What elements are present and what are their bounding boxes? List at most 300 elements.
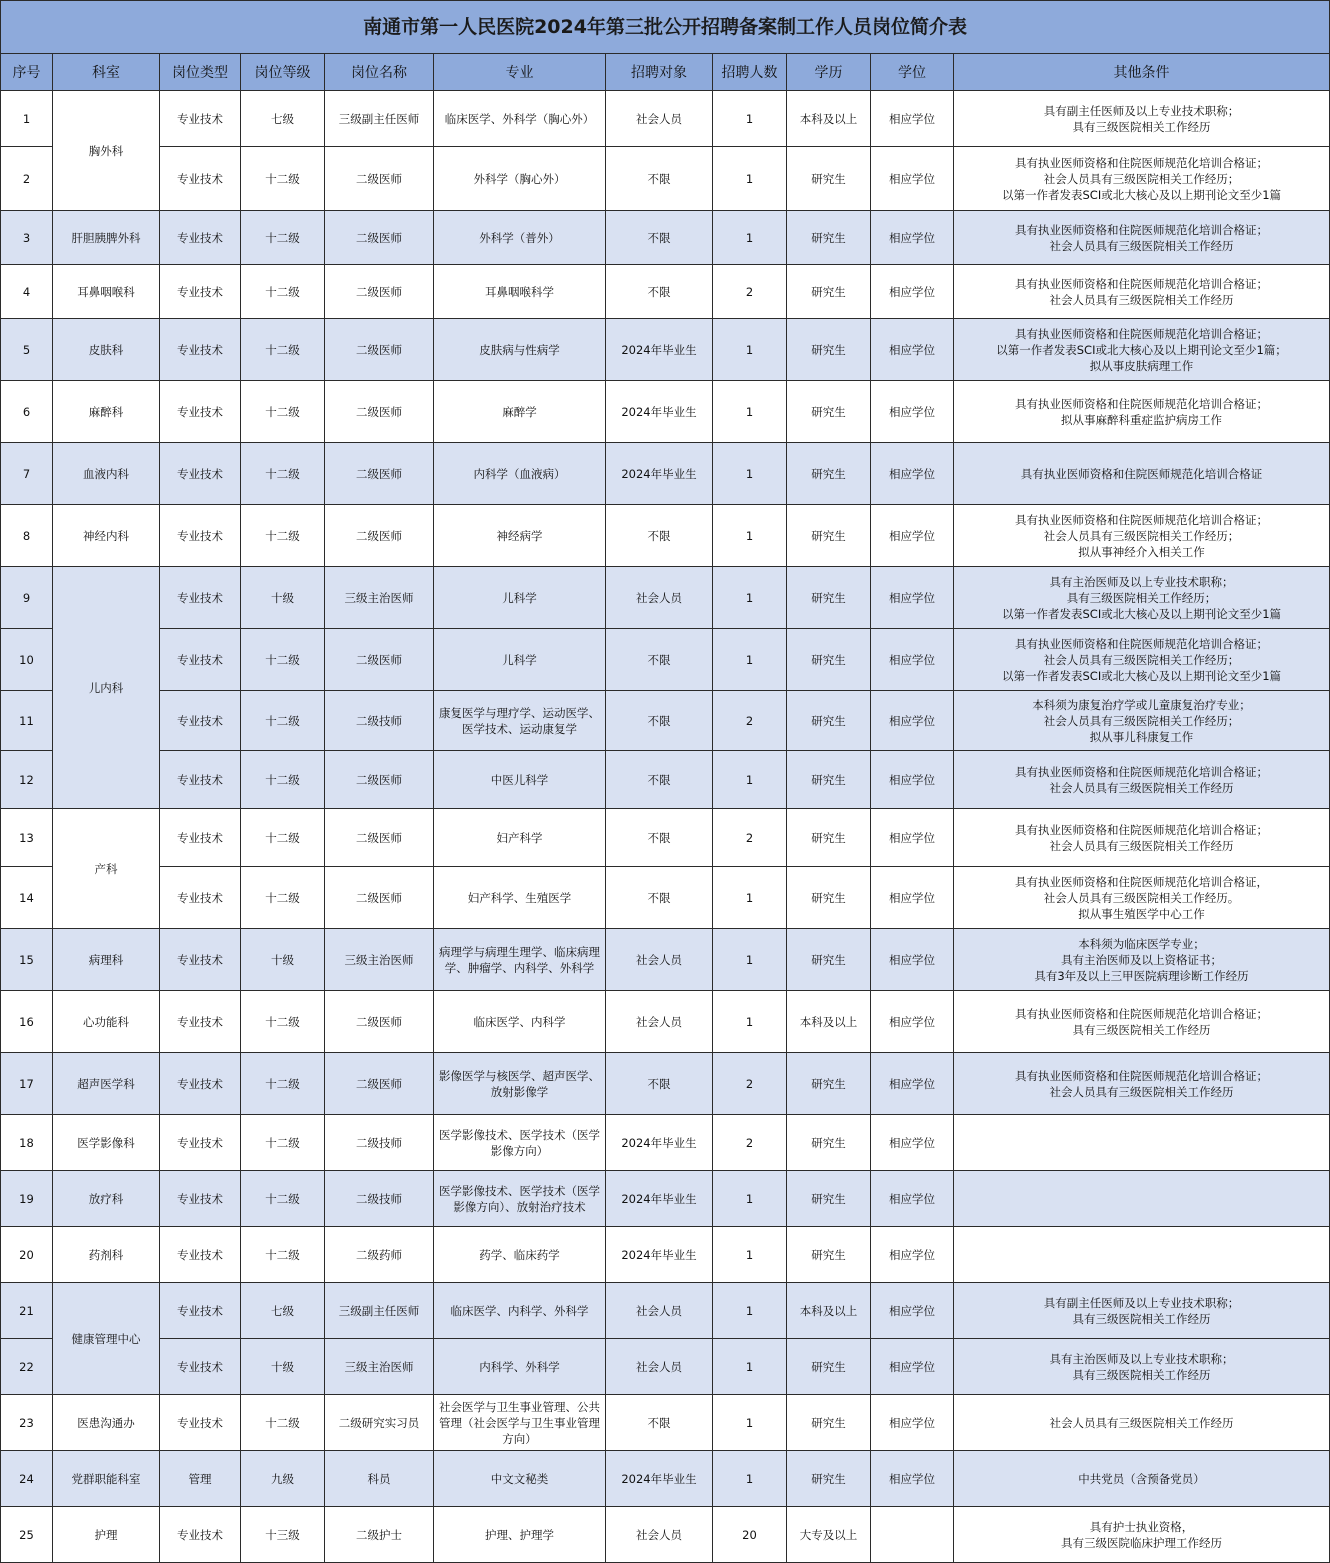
cell-dept: 心功能科 <box>53 991 160 1053</box>
cell-education: 研究生 <box>787 1227 871 1283</box>
cell-no: 16 <box>1 991 53 1053</box>
condition-line: 以第一作者发表SCI或北大核心及以上期刊论文至少1篇； <box>996 342 1287 357</box>
cell-no: 7 <box>1 443 53 505</box>
cell-post-name: 三级主治医师 <box>325 1339 434 1395</box>
cell-no: 22 <box>1 1339 53 1395</box>
cell-post-name: 二级医师 <box>325 211 434 265</box>
cell-post-name: 二级医师 <box>325 867 434 929</box>
cell-education: 研究生 <box>787 809 871 867</box>
condition-line: 以第一作者发表SCI或北大核心及以上期刊论文至少1篇 <box>1002 606 1282 621</box>
cell-post-grade: 十二级 <box>241 211 325 265</box>
cell-post-type: 专业技术 <box>160 319 241 381</box>
cell-post-grade: 十二级 <box>241 443 325 505</box>
cell-education: 研究生 <box>787 751 871 809</box>
cell-other-conditions <box>954 505 1330 567</box>
cell-degree: 相应学位 <box>871 867 954 929</box>
cell-dept: 产科 <box>53 809 160 929</box>
cell-dept: 肝胆胰脾外科 <box>53 211 160 265</box>
cell-count: 1 <box>713 1451 787 1507</box>
cell-education: 本科及以上 <box>787 1283 871 1339</box>
cell-post-type: 专业技术 <box>160 1115 241 1171</box>
condition-line: 具有执业医师资格和住院医师规范化培训合格证； <box>1015 1006 1269 1021</box>
cell-target: 不限 <box>606 211 713 265</box>
cell-target: 2024年毕业生 <box>606 1451 713 1507</box>
cell-count: 1 <box>713 319 787 381</box>
condition-line: 社会人员具有三级医院相关工作经历； <box>1043 652 1240 667</box>
cell-other-conditions <box>954 1171 1330 1227</box>
cell-major: 妇产科学 <box>434 809 606 867</box>
cell-count: 1 <box>713 991 787 1053</box>
cell-post-type: 专业技术 <box>160 443 241 505</box>
cell-dept: 血液内科 <box>53 443 160 505</box>
cell-no: 3 <box>1 211 53 265</box>
cell-degree: 相应学位 <box>871 381 954 443</box>
cell-other-conditions <box>954 147 1330 211</box>
table-row <box>1 211 1330 265</box>
cell-count: 1 <box>713 147 787 211</box>
table-title: 南通市第一人民医院2024年第三批公开招聘备案制工作人员岗位简介表 <box>1 1 1330 54</box>
condition-line: 社会人员具有三级医院相关工作经历； <box>1043 171 1240 186</box>
condition-line: 具有三级医院相关工作经历 <box>1072 1311 1211 1326</box>
cell-target: 2024年毕业生 <box>606 443 713 505</box>
cell-target: 不限 <box>606 691 713 751</box>
cell-major: 临床医学、内科学、外科学 <box>434 1283 606 1339</box>
cell-no: 9 <box>1 567 53 629</box>
table-row <box>1 265 1330 319</box>
cell-dept: 病理科 <box>53 929 160 991</box>
cell-major: 中医儿科学 <box>434 751 606 809</box>
cell-other-conditions <box>954 991 1330 1053</box>
cell-post-grade: 十二级 <box>241 1227 325 1283</box>
table-row <box>1 505 1330 567</box>
cell-post-type: 专业技术 <box>160 1227 241 1283</box>
cell-major: 麻醉学 <box>434 381 606 443</box>
cell-count: 1 <box>713 443 787 505</box>
condition-line: 社会人员具有三级医院相关工作经历 <box>1049 838 1234 853</box>
cell-education: 本科及以上 <box>787 991 871 1053</box>
cell-dept: 党群职能科室 <box>53 1451 160 1507</box>
cell-education: 研究生 <box>787 1395 871 1451</box>
cell-target: 社会人员 <box>606 91 713 147</box>
condition-line: 社会人员具有三级医院相关工作经历 <box>1049 1415 1234 1430</box>
cell-education: 研究生 <box>787 867 871 929</box>
cell-post-grade: 十二级 <box>241 1395 325 1451</box>
cell-post-grade: 十二级 <box>241 691 325 751</box>
cell-post-type: 专业技术 <box>160 867 241 929</box>
cell-major: 皮肤病与性病学 <box>434 319 606 381</box>
condition-line: 本科须为康复治疗学或儿童康复治疗专业； <box>1032 697 1251 712</box>
cell-degree: 相应学位 <box>871 443 954 505</box>
cell-major: 耳鼻咽喉科学 <box>434 265 606 319</box>
cell-no: 6 <box>1 381 53 443</box>
cell-post-type: 管理 <box>160 1451 241 1507</box>
cell-target: 不限 <box>606 505 713 567</box>
cell-post-type: 专业技术 <box>160 265 241 319</box>
cell-no: 19 <box>1 1171 53 1227</box>
cell-education: 研究生 <box>787 629 871 691</box>
table-row <box>1 809 1330 867</box>
cell-target: 不限 <box>606 1395 713 1451</box>
condition-line: 具有执业医师资格和住院医师规范化培训合格证， <box>1015 874 1269 889</box>
cell-no: 14 <box>1 867 53 929</box>
cell-post-name: 二级医师 <box>325 751 434 809</box>
cell-education: 研究生 <box>787 505 871 567</box>
header-no: 序号 <box>1 54 53 91</box>
cell-other-conditions <box>954 265 1330 319</box>
cell-post-grade: 十二级 <box>241 505 325 567</box>
cell-count: 1 <box>713 1227 787 1283</box>
table-row <box>1 319 1330 381</box>
cell-post-name: 三级副主任医师 <box>325 1283 434 1339</box>
cell-post-type: 专业技术 <box>160 991 241 1053</box>
cell-post-type: 专业技术 <box>160 691 241 751</box>
header-degree: 学位 <box>871 54 954 91</box>
table-row <box>1 1283 1330 1339</box>
cell-other-conditions <box>954 691 1330 751</box>
table-row <box>1 1053 1330 1115</box>
cell-no: 21 <box>1 1283 53 1339</box>
cell-post-type: 专业技术 <box>160 567 241 629</box>
table-row <box>1 1115 1330 1171</box>
cell-degree: 相应学位 <box>871 211 954 265</box>
condition-line: 具有主治医师及以上专业技术职称； <box>1049 574 1234 589</box>
cell-dept: 耳鼻咽喉科 <box>53 265 160 319</box>
cell-post-grade: 十二级 <box>241 319 325 381</box>
cell-post-grade: 十二级 <box>241 265 325 319</box>
cell-target: 社会人员 <box>606 929 713 991</box>
cell-target: 不限 <box>606 751 713 809</box>
cell-other-conditions <box>954 1507 1330 1563</box>
table-body <box>1 91 1330 1563</box>
cell-dept: 儿内科 <box>53 567 160 809</box>
cell-other-conditions <box>954 211 1330 265</box>
cell-other-conditions <box>954 319 1330 381</box>
condition-line: 拟从事皮肤病理工作 <box>1089 358 1194 373</box>
table-row <box>1 1507 1330 1563</box>
cell-education: 研究生 <box>787 567 871 629</box>
condition-line: 具有执业医师资格和住院医师规范化培训合格证； <box>1015 155 1269 170</box>
cell-degree: 相应学位 <box>871 147 954 211</box>
cell-no: 13 <box>1 809 53 867</box>
cell-post-type: 专业技术 <box>160 147 241 211</box>
condition-line: 具有执业医师资格和住院医师规范化培训合格证； <box>1015 396 1269 411</box>
cell-post-type: 专业技术 <box>160 929 241 991</box>
table-row <box>1 691 1330 751</box>
condition-line: 社会人员具有三级医院相关工作经历； <box>1043 713 1240 728</box>
cell-degree: 相应学位 <box>871 1227 954 1283</box>
cell-post-grade: 十二级 <box>241 867 325 929</box>
condition-line: 具有三级医院相关工作经历 <box>1072 1022 1211 1037</box>
cell-degree: 相应学位 <box>871 1171 954 1227</box>
cell-other-conditions <box>954 809 1330 867</box>
cell-count: 2 <box>713 809 787 867</box>
cell-post-grade: 七级 <box>241 1283 325 1339</box>
cell-count: 1 <box>713 751 787 809</box>
cell-dept: 皮肤科 <box>53 319 160 381</box>
cell-major: 神经病学 <box>434 505 606 567</box>
cell-no: 8 <box>1 505 53 567</box>
cell-no: 23 <box>1 1395 53 1451</box>
condition-line: 社会人员具有三级医院相关工作经历 <box>1049 780 1234 795</box>
header-other: 其他条件 <box>954 54 1330 91</box>
cell-no: 25 <box>1 1507 53 1563</box>
condition-line: 具有执业医师资格和住院医师规范化培训合格证； <box>1015 222 1269 237</box>
condition-line: 社会人员具有三级医院相关工作经历。 <box>1043 890 1240 905</box>
cell-count: 1 <box>713 505 787 567</box>
cell-education: 研究生 <box>787 211 871 265</box>
cell-major: 临床医学、外科学（胸心外） <box>434 91 606 147</box>
cell-education: 研究生 <box>787 1115 871 1171</box>
condition-line: 拟从事麻醉科重症监护病房工作 <box>1061 412 1223 427</box>
cell-post-name: 二级技师 <box>325 691 434 751</box>
cell-post-grade: 七级 <box>241 91 325 147</box>
cell-no: 17 <box>1 1053 53 1115</box>
cell-major: 医学影像技术、医学技术（医学影像方向）、放射治疗技术 <box>434 1171 606 1227</box>
cell-post-grade: 十二级 <box>241 809 325 867</box>
cell-other-conditions <box>954 867 1330 929</box>
cell-post-grade: 十二级 <box>241 991 325 1053</box>
table-row <box>1 381 1330 443</box>
header-count: 招聘人数 <box>713 54 787 91</box>
cell-major: 儿科学 <box>434 629 606 691</box>
condition-line: 社会人员具有三级医院相关工作经历 <box>1049 292 1234 307</box>
cell-count: 20 <box>713 1507 787 1563</box>
cell-post-grade: 十三级 <box>241 1507 325 1563</box>
cell-no: 18 <box>1 1115 53 1171</box>
condition-line: 社会人员具有三级医院相关工作经历 <box>1049 238 1234 253</box>
cell-degree: 相应学位 <box>871 319 954 381</box>
cell-post-type: 专业技术 <box>160 751 241 809</box>
cell-target: 社会人员 <box>606 1283 713 1339</box>
condition-line: 具有主治医师及以上专业技术职称； <box>1049 1351 1234 1366</box>
cell-post-grade: 十二级 <box>241 1171 325 1227</box>
header-row <box>1 54 1330 91</box>
cell-post-grade: 十二级 <box>241 1115 325 1171</box>
condition-line: 中共党员（含预备党员） <box>1078 1471 1205 1486</box>
cell-count: 1 <box>713 867 787 929</box>
header-target: 招聘对象 <box>606 54 713 91</box>
cell-target: 不限 <box>606 809 713 867</box>
condition-line: 具有执业医师资格和住院医师规范化培训合格证； <box>1015 636 1269 651</box>
cell-degree: 相应学位 <box>871 991 954 1053</box>
cell-dept: 超声医学科 <box>53 1053 160 1115</box>
cell-target: 2024年毕业生 <box>606 1171 713 1227</box>
cell-degree: 相应学位 <box>871 505 954 567</box>
cell-major: 医学影像技术、医学技术（医学影像方向） <box>434 1115 606 1171</box>
cell-education: 研究生 <box>787 929 871 991</box>
cell-post-name: 三级副主任医师 <box>325 91 434 147</box>
cell-post-name: 二级医师 <box>325 443 434 505</box>
header-type: 岗位类型 <box>160 54 241 91</box>
cell-count: 1 <box>713 629 787 691</box>
cell-post-name: 科员 <box>325 1451 434 1507</box>
cell-post-grade: 十二级 <box>241 381 325 443</box>
cell-degree: 相应学位 <box>871 629 954 691</box>
cell-post-type: 专业技术 <box>160 1283 241 1339</box>
condition-line: 具有副主任医师及以上专业技术职称； <box>1043 1295 1240 1310</box>
cell-post-type: 专业技术 <box>160 629 241 691</box>
cell-target: 不限 <box>606 265 713 319</box>
cell-dept: 健康管理中心 <box>53 1283 160 1395</box>
table-row <box>1 91 1330 147</box>
cell-target: 2024年毕业生 <box>606 319 713 381</box>
cell-count: 1 <box>713 381 787 443</box>
condition-line: 具有3年及以上三甲医院病理诊断工作经历 <box>1034 968 1249 983</box>
cell-target: 社会人员 <box>606 567 713 629</box>
cell-no: 2 <box>1 147 53 211</box>
table-row <box>1 1451 1330 1507</box>
cell-major: 影像医学与核医学、超声医学、放射影像学 <box>434 1053 606 1115</box>
cell-other-conditions <box>954 381 1330 443</box>
cell-post-grade: 十级 <box>241 567 325 629</box>
cell-education: 研究生 <box>787 691 871 751</box>
cell-post-grade: 十二级 <box>241 629 325 691</box>
cell-major: 外科学（普外） <box>434 211 606 265</box>
condition-line: 社会人员具有三级医院相关工作经历； <box>1043 528 1240 543</box>
cell-post-name: 二级医师 <box>325 381 434 443</box>
cell-degree: 相应学位 <box>871 567 954 629</box>
cell-post-type: 专业技术 <box>160 505 241 567</box>
cell-dept: 神经内科 <box>53 505 160 567</box>
cell-post-name: 二级医师 <box>325 991 434 1053</box>
condition-line: 社会人员具有三级医院相关工作经历 <box>1049 1084 1234 1099</box>
cell-post-type: 专业技术 <box>160 1053 241 1115</box>
cell-education: 研究生 <box>787 1339 871 1395</box>
cell-degree: 相应学位 <box>871 1451 954 1507</box>
condition-line: 拟从事生殖医学中心工作 <box>1078 906 1205 921</box>
cell-other-conditions <box>954 751 1330 809</box>
cell-major: 妇产科学、生殖医学 <box>434 867 606 929</box>
cell-post-type: 专业技术 <box>160 381 241 443</box>
cell-count: 1 <box>713 929 787 991</box>
cell-education: 研究生 <box>787 1171 871 1227</box>
condition-line: 具有副主任医师及以上专业技术职称； <box>1043 103 1240 118</box>
cell-post-grade: 十级 <box>241 929 325 991</box>
cell-no: 5 <box>1 319 53 381</box>
cell-degree: 相应学位 <box>871 929 954 991</box>
table-row <box>1 629 1330 691</box>
cell-no: 15 <box>1 929 53 991</box>
table-row <box>1 147 1330 211</box>
cell-major: 儿科学 <box>434 567 606 629</box>
cell-post-name: 三级主治医师 <box>325 567 434 629</box>
cell-count: 2 <box>713 691 787 751</box>
cell-major: 中文文秘类 <box>434 1451 606 1507</box>
cell-post-grade: 十二级 <box>241 751 325 809</box>
cell-count: 1 <box>713 1395 787 1451</box>
cell-education: 研究生 <box>787 265 871 319</box>
cell-major: 药学、临床药学 <box>434 1227 606 1283</box>
table-row <box>1 751 1330 809</box>
cell-major: 临床医学、内科学 <box>434 991 606 1053</box>
condition-line: 具有执业医师资格和住院医师规范化培训合格证； <box>1015 512 1269 527</box>
cell-target: 社会人员 <box>606 991 713 1053</box>
cell-post-grade: 十级 <box>241 1339 325 1395</box>
cell-major: 病理学与病理生理学、临床病理学、肿瘤学、内科学、外科学 <box>434 929 606 991</box>
cell-dept: 麻醉科 <box>53 381 160 443</box>
table-row <box>1 991 1330 1053</box>
cell-post-type: 专业技术 <box>160 1339 241 1395</box>
cell-other-conditions <box>954 1283 1330 1339</box>
cell-dept: 药剂科 <box>53 1227 160 1283</box>
cell-target: 不限 <box>606 629 713 691</box>
cell-post-grade: 十二级 <box>241 1053 325 1115</box>
cell-degree: 相应学位 <box>871 1053 954 1115</box>
condition-line: 具有护士执业资格， <box>1089 1519 1194 1534</box>
cell-major: 康复医学与理疗学、运动医学、医学技术、运动康复学 <box>434 691 606 751</box>
cell-count: 2 <box>713 1053 787 1115</box>
cell-degree: 相应学位 <box>871 1283 954 1339</box>
cell-post-type: 专业技术 <box>160 1507 241 1563</box>
cell-major: 社会医学与卫生事业管理、公共管理（社会医学与卫生事业管理方向） <box>434 1395 606 1451</box>
header-post: 岗位名称 <box>325 54 434 91</box>
cell-degree <box>871 1507 954 1563</box>
cell-post-name: 二级医师 <box>325 319 434 381</box>
cell-post-type: 专业技术 <box>160 91 241 147</box>
cell-other-conditions <box>954 1115 1330 1171</box>
condition-line: 具有主治医师及以上资格证书； <box>1061 952 1223 967</box>
cell-count: 2 <box>713 265 787 319</box>
cell-other-conditions <box>954 1395 1330 1451</box>
cell-target: 社会人员 <box>606 1507 713 1563</box>
cell-post-name: 二级护士 <box>325 1507 434 1563</box>
cell-education: 研究生 <box>787 443 871 505</box>
condition-line: 具有三级医院相关工作经历； <box>1066 590 1217 605</box>
cell-no: 4 <box>1 265 53 319</box>
cell-post-name: 二级医师 <box>325 147 434 211</box>
cell-degree: 相应学位 <box>871 265 954 319</box>
cell-post-name: 二级医师 <box>325 265 434 319</box>
condition-line: 具有三级医院相关工作经历 <box>1072 1367 1211 1382</box>
cell-post-type: 专业技术 <box>160 211 241 265</box>
condition-line: 本科须为临床医学专业； <box>1078 936 1205 951</box>
cell-other-conditions <box>954 91 1330 147</box>
cell-post-type: 专业技术 <box>160 1171 241 1227</box>
cell-education: 研究生 <box>787 319 871 381</box>
cell-count: 1 <box>713 567 787 629</box>
header-major: 专业 <box>434 54 606 91</box>
cell-major: 护理、护理学 <box>434 1507 606 1563</box>
cell-post-type: 专业技术 <box>160 809 241 867</box>
condition-line: 具有三级医院临床护理工作经历 <box>1061 1535 1223 1550</box>
cell-post-type: 专业技术 <box>160 1395 241 1451</box>
cell-other-conditions <box>954 1339 1330 1395</box>
cell-degree: 相应学位 <box>871 691 954 751</box>
cell-education: 本科及以上 <box>787 91 871 147</box>
cell-education: 研究生 <box>787 1451 871 1507</box>
table-row <box>1 929 1330 991</box>
condition-line: 具有执业医师资格和住院医师规范化培训合格证 <box>1020 466 1263 481</box>
cell-major: 内科学（血液病） <box>434 443 606 505</box>
cell-education: 研究生 <box>787 381 871 443</box>
cell-target: 不限 <box>606 1053 713 1115</box>
cell-post-name: 二级医师 <box>325 1053 434 1115</box>
table-row <box>1 1339 1330 1395</box>
cell-dept: 医学影像科 <box>53 1115 160 1171</box>
cell-major: 内科学、外科学 <box>434 1339 606 1395</box>
cell-education: 大专及以上 <box>787 1507 871 1563</box>
cell-count: 1 <box>713 1283 787 1339</box>
cell-post-name: 二级技师 <box>325 1115 434 1171</box>
condition-line: 具有三级医院相关工作经历 <box>1072 119 1211 134</box>
condition-line: 具有执业医师资格和住院医师规范化培训合格证； <box>1015 764 1269 779</box>
cell-no: 24 <box>1 1451 53 1507</box>
cell-degree: 相应学位 <box>871 751 954 809</box>
cell-degree: 相应学位 <box>871 91 954 147</box>
table-row <box>1 567 1330 629</box>
cell-no: 11 <box>1 691 53 751</box>
cell-target: 2024年毕业生 <box>606 1227 713 1283</box>
